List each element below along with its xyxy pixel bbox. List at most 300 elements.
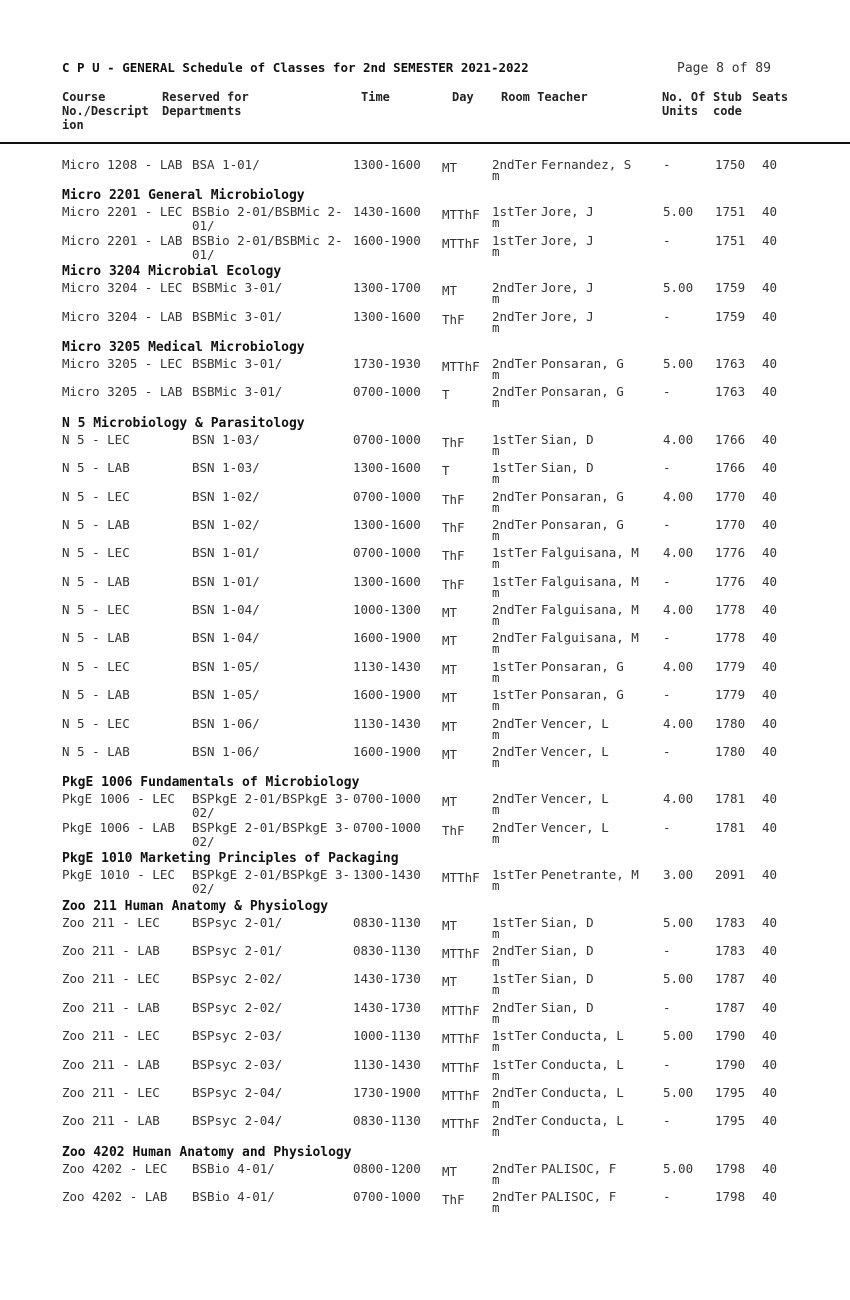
stub-code-cell: 1783 — [715, 914, 746, 930]
day-cell: ThF — [442, 1192, 465, 1208]
table-row — [0, 518, 850, 546]
teacher-wrap-cell: m — [492, 556, 500, 572]
day-cell: MTThF — [442, 870, 480, 886]
course-group-title: N 5 Microbiology & Parasitology — [62, 415, 305, 431]
room-cell: 1stTer — [492, 204, 538, 220]
units-cell: - — [663, 1056, 671, 1072]
teacher-cell: Penetrante, M — [541, 867, 639, 883]
time-cell: 0700-1000 — [353, 819, 421, 835]
time-cell: 1430-1730 — [353, 999, 421, 1015]
course-cell: N 5 - LAB — [62, 460, 130, 476]
table-row — [0, 916, 850, 944]
table-row — [0, 234, 850, 262]
department-cell: BSN 1-06/ — [192, 715, 260, 731]
time-cell: 1130-1430 — [353, 715, 421, 731]
day-cell: ThF — [442, 822, 465, 838]
teacher-cell: Ponsaran, G — [541, 516, 624, 532]
seats-cell: 40 — [762, 971, 778, 987]
time-cell: 1730-1900 — [353, 1084, 421, 1100]
units-cell: - — [663, 942, 671, 958]
units-cell: - — [663, 819, 671, 835]
table-row — [0, 385, 850, 413]
time-cell: 1300-1600 — [353, 573, 421, 589]
table-row — [0, 1058, 850, 1086]
course-cell: Micro 2201 - LAB — [62, 232, 183, 248]
room-cell: 1stTer — [492, 232, 538, 248]
units-cell: 3.00 — [663, 867, 694, 883]
time-cell: 0830-1130 — [353, 942, 421, 958]
seats-cell: 40 — [762, 819, 778, 835]
stub-code-cell: 1781 — [715, 791, 746, 807]
teacher-cell: Sian, D — [541, 999, 594, 1015]
teacher-wrap-cell: m — [492, 215, 500, 231]
room-cell: 1stTer — [492, 460, 538, 476]
department-cell: BSN 1-02/ — [192, 516, 260, 532]
units-cell: - — [663, 308, 671, 324]
col-units: No. Of Units — [662, 90, 706, 118]
room-cell: 2ndTer — [492, 791, 538, 807]
table-row — [0, 575, 850, 603]
course-group-title: Micro 2201 General Microbiology — [62, 188, 305, 204]
teacher-wrap-cell: m — [492, 1010, 500, 1026]
time-cell: 1300-1600 — [353, 308, 421, 324]
department-cell: BSN 1-06/ — [192, 744, 260, 760]
department-cell: BSBMic 3-01/ — [192, 384, 283, 400]
teacher-wrap-cell: m — [492, 291, 500, 307]
department-cell: BSN 1-04/ — [192, 602, 260, 618]
department-cell: BSN 1-05/ — [192, 687, 260, 703]
day-cell: MT — [442, 917, 458, 933]
department-cell: BSPsyc 2-02/ — [192, 999, 283, 1015]
units-cell: 4.00 — [663, 545, 694, 561]
room-cell: 2ndTer — [492, 516, 538, 532]
teacher-cell: Ponsaran, G — [541, 488, 624, 504]
course-cell: PkgE 1006 - LAB — [62, 819, 175, 835]
teacher-wrap-cell: m — [492, 1067, 500, 1083]
seats-cell: 40 — [762, 1160, 778, 1176]
day-cell: ThF — [442, 576, 465, 592]
department-cell: BSBio 2-01/BSBMic 2-01/ — [192, 204, 343, 234]
course-cell: N 5 - LAB — [62, 687, 130, 703]
department-cell: BSBMic 3-01/ — [192, 308, 283, 324]
time-cell: 0700-1000 — [353, 545, 421, 561]
seats-cell: 40 — [762, 308, 778, 324]
department-cell: BSN 1-03/ — [192, 460, 260, 476]
col-seats: Seats — [752, 90, 789, 104]
department-cell: BSBio 2-01/BSBMic 2-01/ — [192, 232, 343, 262]
time-cell: 1300-1430 — [353, 867, 421, 883]
time-cell: 1730-1930 — [353, 355, 421, 371]
seats-cell: 40 — [762, 460, 778, 476]
stub-code-cell: 1776 — [715, 573, 746, 589]
seats-cell: 40 — [762, 942, 778, 958]
room-cell: 2ndTer — [492, 630, 538, 646]
seats-cell: 40 — [762, 545, 778, 561]
units-cell: 5.00 — [663, 280, 694, 296]
teacher-wrap-cell: m — [492, 698, 500, 714]
seats-cell: 40 — [762, 687, 778, 703]
department-cell: BSA 1-01/ — [192, 157, 260, 172]
stub-code-cell: 1781 — [715, 819, 746, 835]
day-cell: MTThF — [442, 1087, 480, 1103]
teacher-wrap-cell: m — [492, 755, 500, 771]
department-cell: BSN 1-01/ — [192, 573, 260, 589]
units-cell: - — [663, 232, 671, 248]
day-cell: MTThF — [442, 235, 480, 251]
time-cell: 1300-1700 — [353, 280, 421, 296]
course-cell: N 5 - LAB — [62, 744, 130, 760]
units-cell: - — [663, 460, 671, 476]
teacher-cell: Falguisana, M — [541, 573, 639, 589]
teacher-wrap-cell: m — [492, 1039, 500, 1055]
department-cell: BSPsyc 2-04/ — [192, 1084, 283, 1100]
page-number: Page 8 of 89 — [677, 61, 771, 76]
time-cell: 1000-1300 — [353, 602, 421, 618]
course-group-title: Zoo 4202 Human Anatomy and Physiology — [62, 1144, 352, 1160]
teacher-cell: Falguisana, M — [541, 602, 639, 618]
stub-code-cell: 1751 — [715, 232, 746, 248]
seats-cell: 40 — [762, 232, 778, 248]
stub-code-cell: 1798 — [715, 1160, 746, 1176]
time-cell: 1430-1600 — [353, 204, 421, 220]
seats-cell: 40 — [762, 791, 778, 807]
seats-cell: 40 — [762, 602, 778, 618]
stub-code-cell: 1759 — [715, 280, 746, 296]
time-cell: 1600-1900 — [353, 630, 421, 646]
stub-code-cell: 1763 — [715, 355, 746, 371]
stub-code-cell: 1779 — [715, 658, 746, 674]
teacher-cell: Jore, J — [541, 308, 594, 324]
teacher-cell: Ponsaran, G — [541, 658, 624, 674]
department-cell: BSBio 4-01/ — [192, 1189, 275, 1205]
teacher-cell: Vencer, L — [541, 715, 609, 731]
units-cell: 4.00 — [663, 431, 694, 447]
teacher-cell: Vencer, L — [541, 819, 609, 835]
teacher-cell: Falguisana, M — [541, 630, 639, 646]
units-cell: 5.00 — [663, 971, 694, 987]
course-cell: Zoo 4202 - LEC — [62, 1160, 168, 1176]
room-cell: 2ndTer — [492, 280, 538, 296]
department-cell: BSPsyc 2-01/ — [192, 914, 283, 930]
day-cell: MTThF — [442, 1059, 480, 1075]
room-cell: 2ndTer — [492, 744, 538, 760]
teacher-wrap-cell: m — [492, 471, 500, 487]
room-cell: 1stTer — [492, 971, 538, 987]
course-cell: Micro 2201 - LEC — [62, 204, 183, 220]
time-cell: 0700-1000 — [353, 1189, 421, 1205]
teacher-wrap-cell: m — [492, 669, 500, 685]
room-cell: 1stTer — [492, 687, 538, 703]
day-cell: MT — [442, 160, 458, 175]
teacher-wrap-cell: m — [492, 442, 500, 458]
day-cell: MT — [442, 1163, 458, 1179]
stub-code-cell: 1750 — [715, 157, 746, 172]
teacher-cell: Sian, D — [541, 431, 594, 447]
room-cell: 2ndTer — [492, 942, 538, 958]
header-divider — [0, 142, 850, 144]
course-cell: Micro 3205 - LEC — [62, 355, 183, 371]
stub-code-cell: 1795 — [715, 1113, 746, 1129]
teacher-cell: Jore, J — [541, 232, 594, 248]
time-cell: 0700-1000 — [353, 488, 421, 504]
time-cell: 1300-1600 — [353, 516, 421, 532]
course-group-title: Micro 3205 Medical Microbiology — [62, 339, 305, 355]
table-row — [0, 490, 850, 518]
table-row — [0, 158, 850, 186]
teacher-cell: Ponsaran, G — [541, 384, 624, 400]
department-cell: BSBMic 3-01/ — [192, 280, 283, 296]
room-cell: 1stTer — [492, 1056, 538, 1072]
table-row — [0, 1162, 850, 1190]
units-cell: 5.00 — [663, 204, 694, 220]
units-cell: 5.00 — [663, 1084, 694, 1100]
time-cell: 1300-1600 — [353, 460, 421, 476]
table-row — [0, 546, 850, 574]
table-row — [0, 944, 850, 972]
teacher-wrap-cell: m — [492, 1124, 500, 1140]
room-cell: 2ndTer — [492, 1084, 538, 1100]
room-cell: 2ndTer — [492, 384, 538, 400]
units-cell: 5.00 — [663, 1160, 694, 1176]
units-cell: - — [663, 687, 671, 703]
course-cell: Zoo 211 - LAB — [62, 999, 160, 1015]
time-cell: 1600-1900 — [353, 744, 421, 760]
units-cell: - — [663, 516, 671, 532]
time-cell: 0830-1130 — [353, 1113, 421, 1129]
seats-cell: 40 — [762, 516, 778, 532]
teacher-cell: Ponsaran, G — [541, 687, 624, 703]
teacher-cell: Conducta, L — [541, 1056, 624, 1072]
teacher-wrap-cell: m — [492, 641, 500, 657]
day-cell: MT — [442, 690, 458, 706]
course-cell: N 5 - LEC — [62, 431, 130, 447]
course-cell: Zoo 211 - LAB — [62, 1056, 160, 1072]
course-cell: N 5 - LEC — [62, 545, 130, 561]
stub-code-cell: 1751 — [715, 204, 746, 220]
col-room-teacher: Room Teacher — [501, 90, 588, 104]
teacher-wrap-cell: m — [492, 319, 500, 335]
teacher-wrap-cell: m — [492, 395, 500, 411]
stub-code-cell: 1766 — [715, 460, 746, 476]
units-cell: 4.00 — [663, 658, 694, 674]
seats-cell: 40 — [762, 384, 778, 400]
time-cell: 1600-1900 — [353, 687, 421, 703]
table-row — [0, 1190, 850, 1218]
room-cell: 2ndTer — [492, 1113, 538, 1129]
teacher-wrap-cell: m — [492, 982, 500, 998]
stub-code-cell: 1779 — [715, 687, 746, 703]
room-cell: 2ndTer — [492, 1160, 538, 1176]
day-cell: MTThF — [442, 1002, 480, 1018]
teacher-cell: Ponsaran, G — [541, 355, 624, 371]
units-cell: - — [663, 1113, 671, 1129]
department-cell: BSN 1-05/ — [192, 658, 260, 674]
department-cell: BSN 1-02/ — [192, 488, 260, 504]
seats-cell: 40 — [762, 355, 778, 371]
units-cell: - — [663, 573, 671, 589]
units-cell: - — [663, 157, 671, 172]
units-cell: - — [663, 630, 671, 646]
department-cell: BSPsyc 2-04/ — [192, 1113, 283, 1129]
teacher-cell: Sian, D — [541, 942, 594, 958]
stub-code-cell: 1780 — [715, 744, 746, 760]
teacher-wrap-cell: m — [492, 925, 500, 941]
room-cell: 2ndTer — [492, 157, 538, 172]
teacher-wrap-cell: m — [492, 830, 500, 846]
units-cell: - — [663, 1189, 671, 1205]
course-cell: Zoo 211 - LAB — [62, 1113, 160, 1129]
table-row — [0, 868, 850, 896]
department-cell: BSPkgE 2-01/BSPkgE 3-02/ — [192, 791, 351, 821]
seats-cell: 40 — [762, 280, 778, 296]
schedule-table — [0, 158, 850, 1219]
teacher-cell: Sian, D — [541, 460, 594, 476]
teacher-cell: Jore, J — [541, 204, 594, 220]
table-row — [0, 688, 850, 716]
room-cell: 1stTer — [492, 545, 538, 561]
teacher-cell: Conducta, L — [541, 1028, 624, 1044]
teacher-wrap-cell: m — [492, 584, 500, 600]
department-cell: BSPkgE 2-01/BSPkgE 3-02/ — [192, 819, 351, 849]
room-cell: 1stTer — [492, 1028, 538, 1044]
stub-code-cell: 1770 — [715, 488, 746, 504]
units-cell: 4.00 — [663, 488, 694, 504]
teacher-wrap-cell: m — [492, 1200, 500, 1216]
table-row — [0, 792, 850, 820]
teacher-wrap-cell: m — [492, 366, 500, 382]
table-row — [0, 310, 850, 338]
department-cell: BSN 1-03/ — [192, 431, 260, 447]
course-group-title: Zoo 211 Human Anatomy & Physiology — [62, 898, 329, 914]
seats-cell: 40 — [762, 1028, 778, 1044]
room-cell: 1stTer — [492, 914, 538, 930]
time-cell: 1130-1430 — [353, 658, 421, 674]
day-cell: ThF — [442, 434, 465, 450]
teacher-cell: Sian, D — [541, 971, 594, 987]
department-cell: BSN 1-01/ — [192, 545, 260, 561]
department-cell: BSPsyc 2-03/ — [192, 1056, 283, 1072]
teacher-cell: Conducta, L — [541, 1084, 624, 1100]
seats-cell: 40 — [762, 867, 778, 883]
stub-code-cell: 2091 — [715, 867, 746, 883]
table-row — [0, 717, 850, 745]
stub-code-cell: 1787 — [715, 999, 746, 1015]
table-row — [0, 1029, 850, 1057]
table-row — [0, 433, 850, 461]
units-cell: 5.00 — [663, 914, 694, 930]
course-cell: PkgE 1006 - LEC — [62, 791, 175, 807]
stub-code-cell: 1790 — [715, 1056, 746, 1072]
teacher-wrap-cell: m — [492, 953, 500, 969]
course-cell: Zoo 211 - LEC — [62, 914, 160, 930]
teacher-cell: Conducta, L — [541, 1113, 624, 1129]
units-cell: 5.00 — [663, 355, 694, 371]
teacher-wrap-cell: m — [492, 613, 500, 629]
teacher-wrap-cell: m — [492, 499, 500, 515]
day-cell: MT — [442, 974, 458, 990]
teacher-wrap-cell: m — [492, 1095, 500, 1111]
day-cell: MTThF — [442, 1031, 480, 1047]
course-group-title: PkgE 1010 Marketing Principles of Packaging — [62, 851, 399, 867]
room-cell: 2ndTer — [492, 355, 538, 371]
units-cell: 4.00 — [663, 791, 694, 807]
seats-cell: 40 — [762, 157, 778, 172]
department-cell: BSBio 4-01/ — [192, 1160, 275, 1176]
teacher-cell: Fernandez, S — [541, 157, 632, 172]
room-cell: 2ndTer — [492, 999, 538, 1015]
table-row — [0, 631, 850, 659]
table-row — [0, 205, 850, 233]
day-cell: ThF — [442, 519, 465, 535]
teacher-wrap-cell: m — [492, 1171, 500, 1187]
stub-code-cell: 1787 — [715, 971, 746, 987]
table-row — [0, 972, 850, 1000]
units-cell: 4.00 — [663, 715, 694, 731]
stub-code-cell: 1776 — [715, 545, 746, 561]
units-cell: - — [663, 744, 671, 760]
room-cell: 2ndTer — [492, 602, 538, 618]
col-stub: Stub code — [713, 90, 742, 118]
table-row — [0, 281, 850, 309]
day-cell: MT — [442, 661, 458, 677]
teacher-cell: Vencer, L — [541, 744, 609, 760]
page-title: C P U - GENERAL Schedule of Classes for 2nd SEMESTER 2021-2022 — [62, 60, 529, 75]
table-row — [0, 660, 850, 688]
stub-code-cell: 1790 — [715, 1028, 746, 1044]
stub-code-cell: 1780 — [715, 715, 746, 731]
day-cell: MT — [442, 718, 458, 734]
time-cell: 0830-1130 — [353, 914, 421, 930]
day-cell: MTThF — [442, 207, 480, 223]
course-cell: N 5 - LAB — [62, 630, 130, 646]
room-cell: 1stTer — [492, 867, 538, 883]
time-cell: 0800-1200 — [353, 1160, 421, 1176]
time-cell: 0700-1000 — [353, 791, 421, 807]
col-time: Time — [361, 90, 390, 104]
course-group-title: PkgE 1006 Fundamentals of Microbiology — [62, 775, 360, 791]
teacher-cell: Vencer, L — [541, 791, 609, 807]
day-cell: T — [442, 387, 450, 403]
teacher-wrap-cell: m — [492, 802, 500, 818]
seats-cell: 40 — [762, 573, 778, 589]
day-cell: ThF — [442, 491, 465, 507]
stub-code-cell: 1759 — [715, 308, 746, 324]
course-cell: N 5 - LEC — [62, 658, 130, 674]
time-cell: 0700-1000 — [353, 384, 421, 400]
course-group-title: Micro 3204 Microbial Ecology — [62, 264, 282, 280]
seats-cell: 40 — [762, 1084, 778, 1100]
course-cell: PkgE 1010 - LEC — [62, 867, 175, 883]
seats-cell: 40 — [762, 999, 778, 1015]
course-cell: Zoo 4202 - LAB — [62, 1189, 168, 1205]
day-cell: MTThF — [442, 945, 480, 961]
course-cell: N 5 - LEC — [62, 602, 130, 618]
department-cell: BSN 1-04/ — [192, 630, 260, 646]
course-cell: Micro 3205 - LAB — [62, 384, 183, 400]
seats-cell: 40 — [762, 1056, 778, 1072]
table-row — [0, 1001, 850, 1029]
table-row — [0, 1086, 850, 1114]
course-cell: N 5 - LEC — [62, 715, 130, 731]
course-cell: Zoo 211 - LEC — [62, 1028, 160, 1044]
time-cell: 1130-1430 — [353, 1056, 421, 1072]
course-cell: Zoo 211 - LAB — [62, 942, 160, 958]
seats-cell: 40 — [762, 1189, 778, 1205]
room-cell: 1stTer — [492, 573, 538, 589]
table-row — [0, 461, 850, 489]
units-cell: 4.00 — [663, 602, 694, 618]
units-cell: - — [663, 999, 671, 1015]
